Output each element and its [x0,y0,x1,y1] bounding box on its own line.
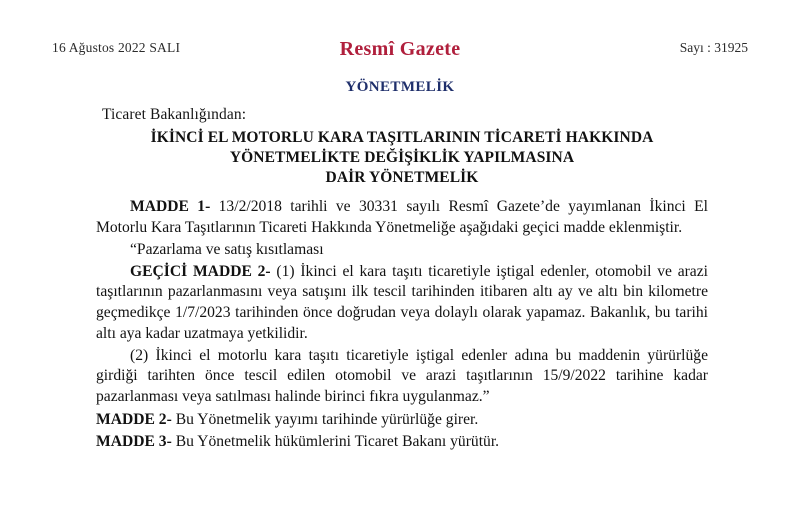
document-title-line-2: YÖNETMELİKTE DEĞİŞİKLİK YAPILMASINA [229,148,575,166]
paragraph-article-3 [96,432,708,453]
masthead [0,38,800,64]
masthead-issue-number: Sayı : 31925 [679,40,748,55]
clause-2-text: (2) İkinci el motorlu kara taşıtı ticaretiyle iştigal edenler adına bu maddenin yürürlüğe girdiği tarihten önce tescil edilen otomobil ve arazi taşıtlarının 15/9/2022 tarihine kadar pazarlanması veya satılması halinde birinci fıkra uygulanmaz.” [96,346,708,406]
article-text-1: 13/2/2018 tarihli ve 30331 sayılı Resmî Gazete’de yayımlanan İkinci El Motorlu Kara Taşıtlarının Ticareti Hakkında Yönetmeliğe aşağıdaki geçici madde eklenmiştir. [96,198,708,237]
section-heading: YÖNETMELİK [345,79,455,95]
article-text-provisional: (1) İkinci el kara taşıtı ticaretiyle iştigal edenler, otomobil ve arazi taşıtlarının pazarlanmasını veya satışını ilk tescil tarihinden itibaren altı ay ve altı bin kilometre geçmedikçe 1/7/2023 tarihinden önce doğrudan veya dolaylı olarak yapamaz. Bakanlık, bu tarihi altı aya kadar uzatmaya yetkilidir. [96,262,708,342]
issuing-authority: Ticaret Bakanlığından: [102,106,247,123]
paragraph-article-2 [96,410,708,431]
article-label-2: MADDE 2- [96,410,172,428]
paragraph-article-1 [96,197,708,238]
article-text-3: Bu Yönetmelik hükümlerini Ticaret Bakanı yürütür. [171,432,500,450]
document-title [96,128,708,187]
article-label-3: MADDE 3- [96,432,172,450]
masthead-date: 16 Ağustos 2022 SALI [52,40,181,55]
masthead-title: Resmî Gazete [339,38,461,60]
document-title-line-1: İKİNCİ EL MOTORLU KARA TAŞITLARININ TİCARETİ HAKKINDA [150,129,654,146]
quoted-heading-text: “Pazarlama ve satış kısıtlaması [130,240,324,258]
document-body [96,106,708,453]
document-title-line-3: DAİR YÖNETMELİK [325,168,479,186]
paragraph-clause-2 [96,346,708,408]
article-text-2: Bu Yönetmelik yayımı tarihinde yürürlüğe girer. [171,410,479,428]
paragraph-provisional-article-2 [96,262,708,345]
paragraph-quoted-heading [96,240,708,261]
closing-articles [96,410,708,452]
article-label-provisional: GEÇİCİ MADDE 2- [130,262,271,280]
article-label-1: MADDE 1- [130,198,211,216]
